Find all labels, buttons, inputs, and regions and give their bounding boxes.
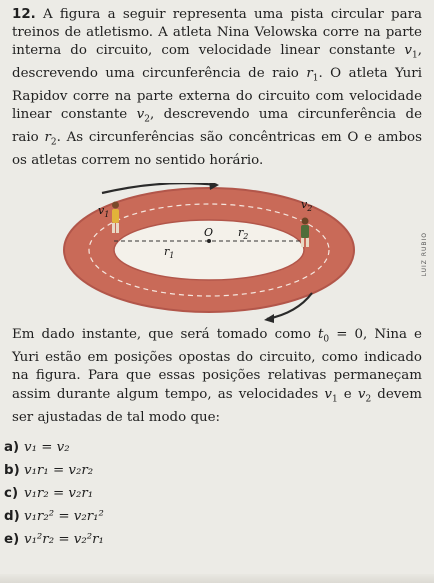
- p2-var-v1: v: [324, 386, 332, 402]
- label-o: O: [204, 226, 214, 239]
- statement-text-1: A figura a seguir representa uma pista circular para treinos de atletismo. A atleta Nina Velowska corre na parte interna do circuito, com velocidade linear constante: [12, 7, 422, 59]
- option-c[interactable]: [4, 482, 304, 505]
- p2-var-v1-sub: 1: [331, 394, 338, 405]
- p2-text-2: = 0, Nina e Yuri estão em posições opostas do circuito, como indicado na figura. Para que essas posições relativas permaneçam assim durante algum tempo, as velocidades: [12, 327, 422, 402]
- option-d[interactable]: [4, 505, 304, 528]
- p2-var-v2-sub: 2: [365, 394, 372, 405]
- var-r2-sub: 2: [50, 137, 57, 148]
- question-number: 12.: [12, 7, 36, 22]
- var-r2: r: [44, 130, 51, 146]
- var-v1: v: [404, 43, 412, 59]
- statement-text-2: , descrevendo uma circunferência de raio: [12, 43, 422, 82]
- question-statement: [12, 6, 422, 170]
- option-e[interactable]: [4, 528, 304, 551]
- var-t0-sub: 0: [323, 334, 330, 345]
- option-letter: e): [4, 532, 20, 547]
- image-credit: LUIZ RUBIO: [421, 232, 428, 277]
- p2-var-v2: v: [357, 386, 366, 402]
- option-text: v₁r₂² = v₂r₁²: [24, 509, 104, 524]
- p2-text-3: e: [337, 386, 358, 402]
- second-paragraph: [12, 326, 422, 427]
- p2-text-1: Em dado instante, que será tomado como: [12, 327, 318, 342]
- page-bottom-edge: [0, 574, 434, 583]
- option-letter: c): [4, 486, 19, 501]
- var-t0: t: [317, 327, 324, 342]
- option-text: v₁r₁ = v₂r₂: [24, 463, 94, 478]
- var-r1-sub: 1: [312, 73, 319, 84]
- center-point: [207, 239, 211, 243]
- label-r2: $r_2$: [238, 226, 249, 241]
- statement-text-3: . O atleta Yuri Rapidov corre na parte externa do circuito com velocidade linear constante: [12, 66, 422, 123]
- option-text: v₁ = v₂: [24, 440, 70, 455]
- label-v1: $v_1$: [98, 204, 110, 219]
- options-list: [4, 436, 304, 551]
- option-letter: d): [4, 509, 20, 524]
- option-text: v₁r₂ = v₂r₁: [24, 486, 94, 501]
- p2-text-4: devem ser ajustadas de tal modo que:: [12, 386, 422, 425]
- label-r1: $r_1$: [164, 245, 175, 260]
- statement-text-4: , descrevendo uma circunferência de raio: [12, 107, 422, 146]
- option-a[interactable]: [4, 436, 304, 459]
- statement-text-5: . As circunferências são concêntricas em O e ambos os atletas correm no sentido horário.: [12, 130, 422, 169]
- var-v2-sub: 2: [144, 115, 150, 126]
- bottom-arrowhead-icon: [264, 314, 274, 323]
- var-r1: r: [306, 66, 313, 82]
- var-v2: v: [136, 107, 145, 123]
- var-v1-sub: 1: [412, 51, 418, 62]
- option-letter: b): [4, 463, 20, 478]
- option-text: v₁²r₂ = v₂²r₁: [24, 532, 104, 547]
- option-letter: a): [4, 440, 20, 455]
- label-v2: $v_2$: [301, 198, 313, 213]
- option-b[interactable]: [4, 459, 304, 482]
- track-figure: [12, 183, 412, 323]
